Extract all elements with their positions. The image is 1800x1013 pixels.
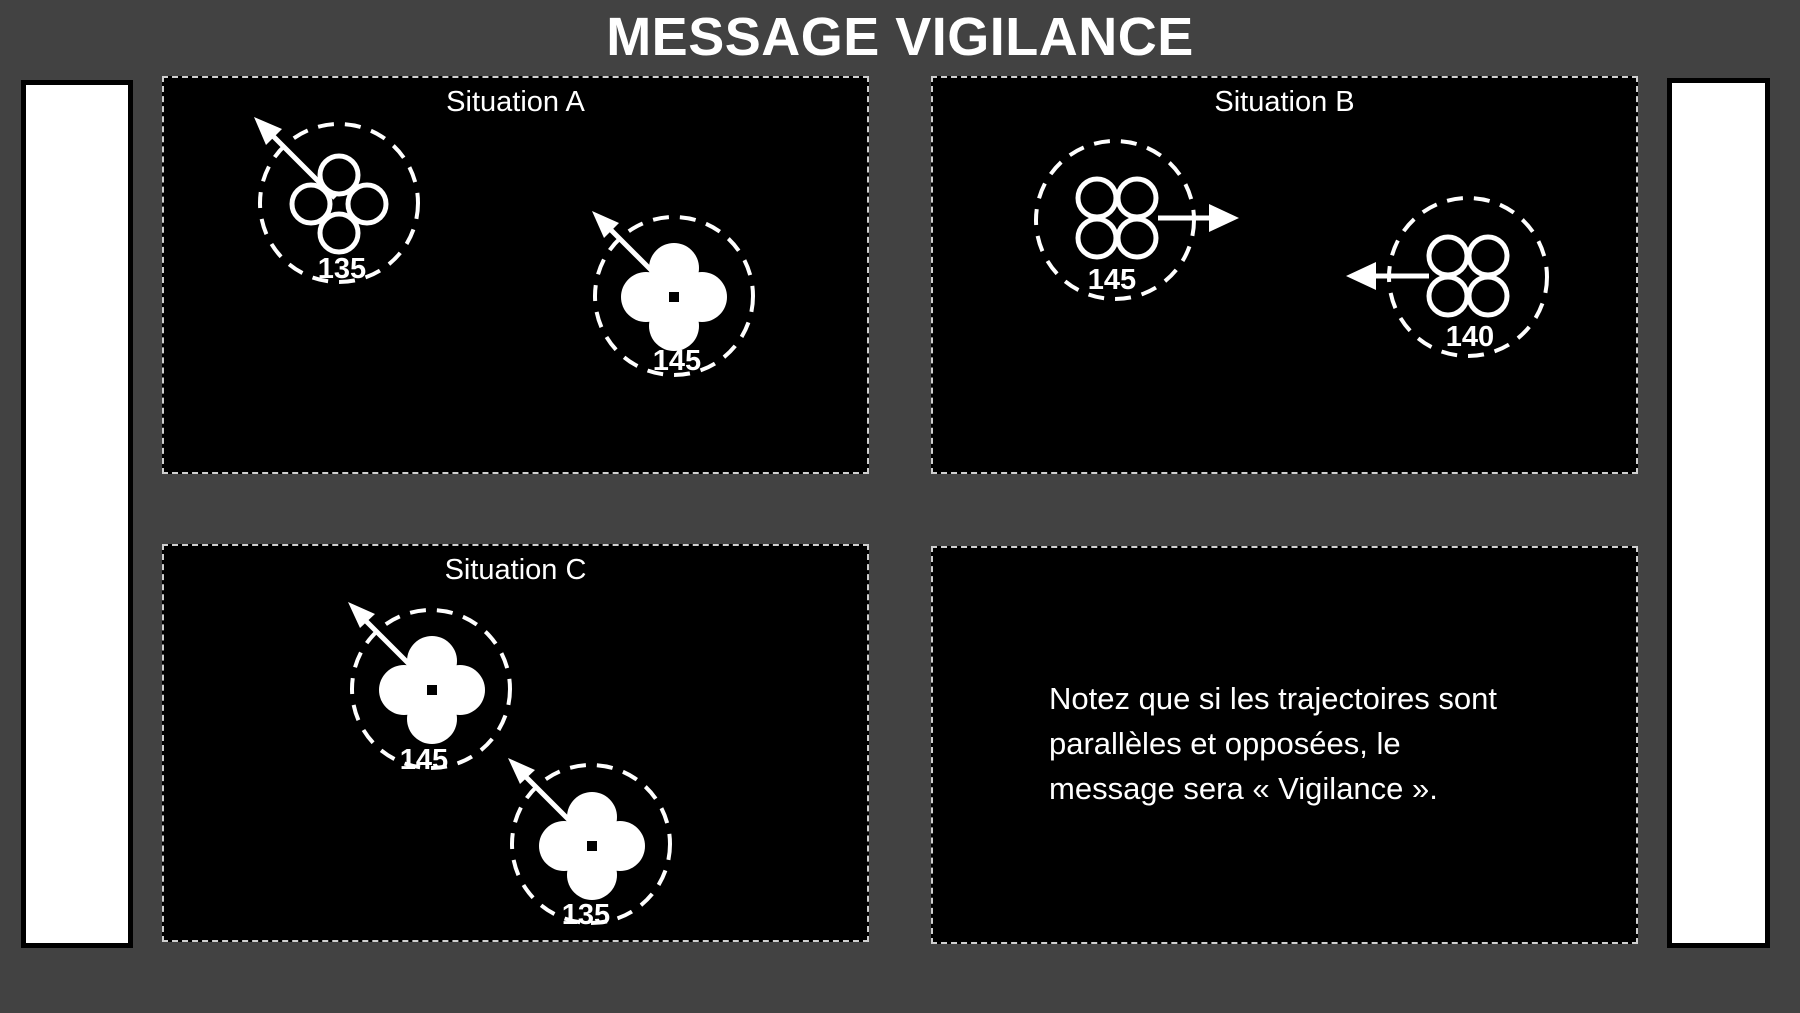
- note-text: Notez que si les trajectoires sont parallèles et opposées, le message sera « Vigilance ».: [1049, 681, 1497, 806]
- drone-c2: [508, 758, 670, 931]
- drone-b2: [1346, 198, 1547, 356]
- drone-c1: [348, 602, 510, 776]
- heading-arrow-icon: [1158, 204, 1239, 232]
- drone-outline-icon: [1429, 237, 1507, 315]
- situation-a-diagram: [164, 78, 867, 472]
- drone-altitude-label: 145: [1087, 264, 1137, 296]
- panel-title-situation-c: Situation C: [444, 554, 587, 586]
- heading-arrow-icon: [348, 602, 419, 674]
- drone-a2: [592, 211, 753, 377]
- panel-title-situation-a: Situation A: [446, 86, 585, 118]
- panel-situation-c: [162, 544, 869, 942]
- drone-altitude-label: 145: [652, 345, 702, 377]
- panel-note: [931, 546, 1638, 944]
- heading-arrow-icon: [1346, 262, 1429, 290]
- left-side-bar: [21, 80, 133, 948]
- drone-altitude-label: 135: [317, 253, 367, 285]
- drone-b1: [1036, 141, 1239, 299]
- heading-arrow-icon: [508, 758, 579, 830]
- panel-situation-a: [162, 76, 869, 474]
- heading-arrow-icon: [592, 211, 664, 283]
- drone-altitude-label: 140: [1445, 321, 1495, 353]
- drone-altitude-label: 145: [399, 744, 449, 776]
- heading-arrow-icon: [254, 117, 335, 198]
- situation-c-diagram: [164, 546, 867, 940]
- panel-title-situation-b: Situation B: [1214, 86, 1355, 118]
- drone-altitude-label: 135: [561, 899, 611, 931]
- page-title: MESSAGE VIGILANCE: [606, 7, 1194, 67]
- drone-outline-icon: [1078, 179, 1156, 257]
- drone-a1: [254, 117, 418, 285]
- right-side-bar: [1667, 78, 1770, 948]
- panel-situation-b: [931, 76, 1638, 474]
- situation-b-diagram: [933, 78, 1636, 472]
